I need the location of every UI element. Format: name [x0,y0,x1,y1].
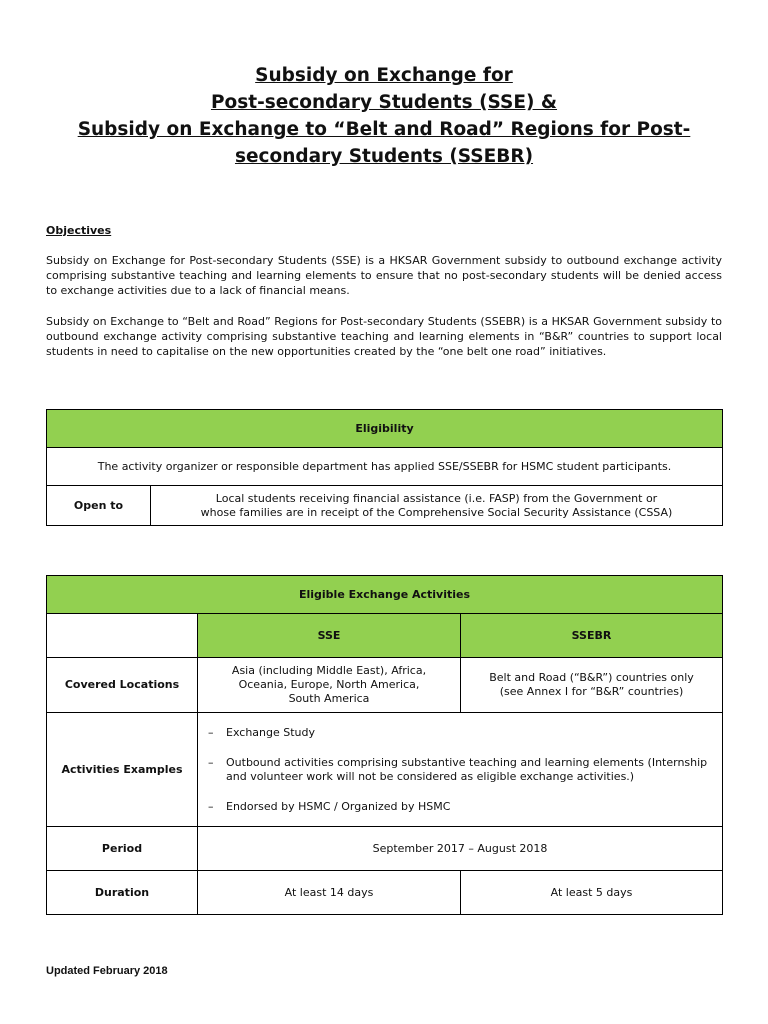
duration-sse: At least 14 days [198,871,461,915]
activities-examples-list [198,713,723,827]
locations-ssebr-line-2: (see Annex I for “B&R” countries) [499,685,684,698]
duration-ssebr: At least 5 days [461,871,723,915]
list-item [208,756,712,784]
column-header-ssebr: SSEBR [461,614,723,658]
updated-date: Updated February 2018 [46,965,168,977]
activities-examples-label: Activities Examples [47,713,198,827]
list-item [208,800,712,814]
document-title [30,62,738,170]
open-to-value [151,486,723,526]
covered-locations-ssebr [461,658,723,713]
eligibility-table [46,409,723,526]
activities-corner-cell [47,614,198,658]
example-exchange-study: Exchange Study [226,725,316,739]
eligibility-statement: The activity organizer or responsible department has applied SSE/SSEBR for HSMC student participants. [47,448,723,486]
objectives-paragraph-ssebr: Subsidy on Exchange to “Belt and Road” Regions for Post-secondary Students (SSEBR) is a HKSAR Government subsidy to outbound exchange activity comprising substantive teaching and learning elements in “B&R” countries to support local students in need to capitalise on the new opportunities created by the “one belt one road” initiatives. [46,315,722,358]
covered-locations-label: Covered Locations [47,658,198,713]
open-to-line-2: whose families are in receipt of the Comprehensive Social Security Assistance (CSSA) [200,505,673,519]
title-line-4: secondary Students (SSEBR) [234,146,534,167]
activities-table [46,575,723,915]
title-line-2: Post-secondary Students (SSE) & [210,92,558,113]
locations-sse-line-1: Asia (including Middle East), Africa, [231,664,427,677]
period-label: Period [47,827,198,871]
duration-label: Duration [47,871,198,915]
example-endorsed-by-hsmc: Endorsed by HSMC / Organized by HSMC [226,799,451,813]
activities-header: Eligible Exchange Activities [47,576,723,614]
open-to-label: Open to [47,486,151,526]
list-item [208,726,712,740]
objectives-paragraph-sse: Subsidy on Exchange for Post-secondary Students (SSE) is a HKSAR Government subsidy to outbound exchange activity comprising substantive teaching and learning elements to ensure that no post-secondary students will be denied access to exchange activities due to a lack of financial means. [46,254,722,297]
objectives-heading: Objectives [46,224,112,237]
covered-locations-sse [198,658,461,713]
dash-bullet-icon: – [208,799,214,813]
eligibility-header: Eligibility [47,410,723,448]
locations-sse-line-3: South America [288,692,370,705]
dash-bullet-icon: – [208,725,214,739]
title-line-3: Subsidy on Exchange to “Belt and Road” Regions for Post- [77,119,691,140]
locations-ssebr-line-1: Belt and Road (“B&R”) countries only [489,671,694,684]
period-value: September 2017 – August 2018 [198,827,723,871]
column-header-sse: SSE [198,614,461,658]
locations-sse-line-2: Oceania, Europe, North America, [238,678,420,691]
dash-bullet-icon: – [208,755,214,769]
example-outbound-activities: Outbound activities comprising substantive teaching and learning elements (Internship and volunteer work will not be considered as eligible exchange activities.) [226,755,708,783]
open-to-line-1: Local students receiving financial assistance (i.e. FASP) from the Government or [215,491,658,505]
title-line-1: Subsidy on Exchange for [255,65,513,86]
